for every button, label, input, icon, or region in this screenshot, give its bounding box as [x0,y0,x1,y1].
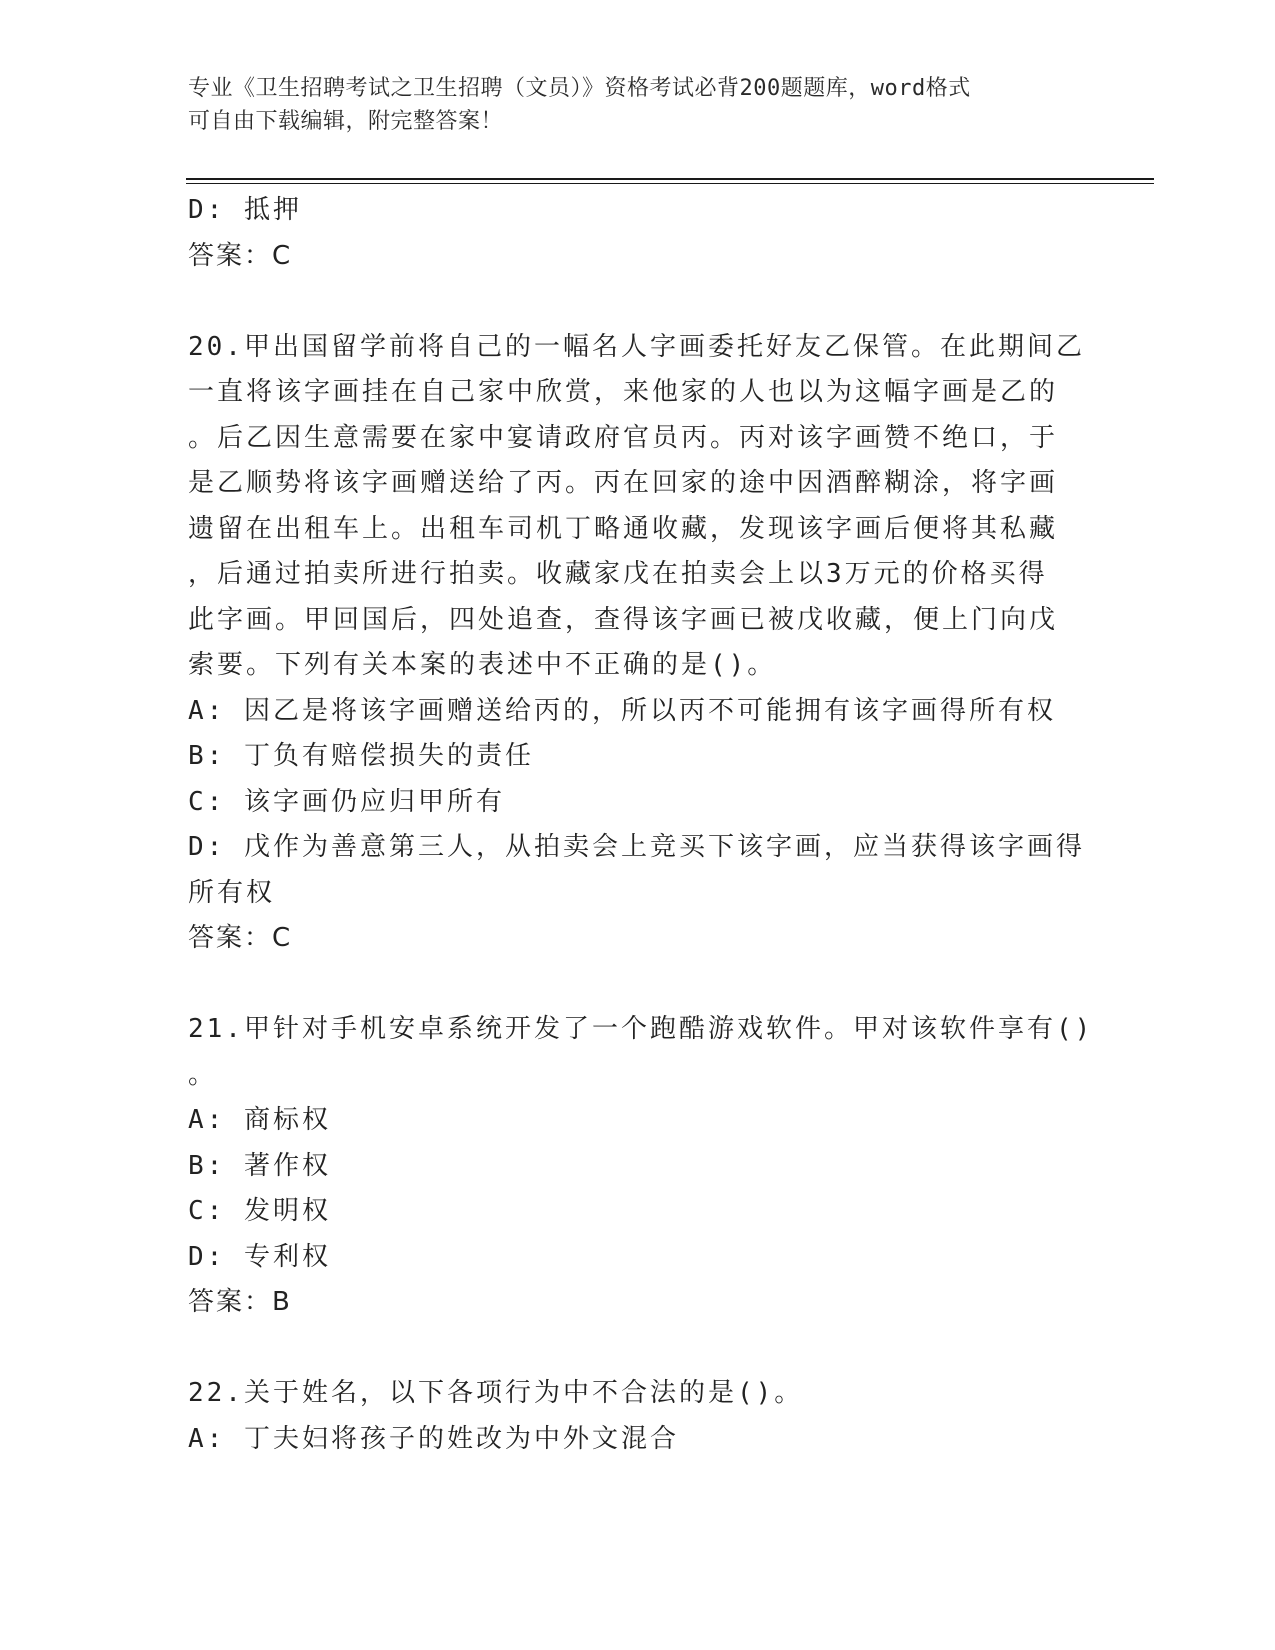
question-stem-line: ，后通过拍卖所进行拍卖。收藏家戊在拍卖会上以3万元的价格买得 [188,559,1048,589]
header-divider-thick [186,178,1154,180]
option-b: B: 丁负有赔偿损失的责任 [188,741,534,771]
answer-line: 答案：B [188,1287,292,1317]
question-stem-line: 。 [188,1059,218,1090]
option-a: A: 商标权 [188,1105,331,1135]
option-d: D: 专利权 [188,1241,331,1272]
question-stem-line: 一直将该字画挂在自己家中欣赏，来他家的人也以为这幅字画是乙的 [188,377,1059,407]
spacer [188,1326,1088,1372]
question-block-prev [188,188,1088,279]
spacer [188,962,1088,1008]
question-stem-line: 22.关于姓名，以下各项行为中不合法的是()。 [188,1378,804,1408]
option-d-continuation: 所有权 [188,877,276,908]
option-d: D: 戊作为善意第三人，从拍卖会上竞买下该字画，应当获得该字画得 [188,832,1085,862]
spacer [188,279,1088,325]
option-d: D: 抵押 [188,195,302,225]
option-a: A: 因乙是将该字画赠送给丙的，所以丙不可能拥有该字画得所有权 [188,695,1056,726]
option-c: C: 发明权 [188,1196,331,1226]
header-divider-thin [186,183,1154,184]
question-stem-line: 20.甲出国留学前将自己的一幅名人字画委托好友乙保管。在此期间乙 [188,331,1085,362]
question-stem-line: 遗留在出租车上。出租车司机丁略通收藏，发现该字画后便将其私藏 [188,513,1059,544]
header-title-line-1: 专业《卫生招聘考试之卫生招聘（文员）》资格考试必背200题题库，word格式 [188,76,971,101]
question-block-22 [188,1371,1088,1462]
header-title-line-2: 可自由下载编辑，附完整答案！ [188,109,504,134]
question-stem-line: 此字画。甲回国后，四处追查，查得该字画已被戊收藏，便上门向戊 [188,604,1059,635]
question-stem-line: 21.甲针对手机安卓系统开发了一个跑酷游戏软件。甲对该软件享有() [188,1014,1094,1044]
question-stem-line: 。后乙因生意需要在家中宴请政府官员丙。丙对该字画赞不绝口，于 [188,422,1059,453]
question-block-21 [188,1007,1094,1326]
question-content [188,188,1094,1462]
question-stem-line: 索要。下列有关本案的表述中不正确的是()。 [188,650,777,680]
answer-line: 答案：C [188,240,293,271]
answer-line: 答案：C [188,923,293,953]
option-c: C: 该字画仍应归甲所有 [188,786,505,817]
page-header [188,72,1088,138]
question-block-20 [188,325,1088,962]
question-stem-line: 是乙顺势将该字画赠送给了丙。丙在回家的途中因酒醉糊涂，将字画 [188,468,1059,498]
option-a: A: 丁夫妇将孩子的姓改为中外文混合 [188,1423,679,1454]
option-b: B: 著作权 [188,1150,331,1181]
